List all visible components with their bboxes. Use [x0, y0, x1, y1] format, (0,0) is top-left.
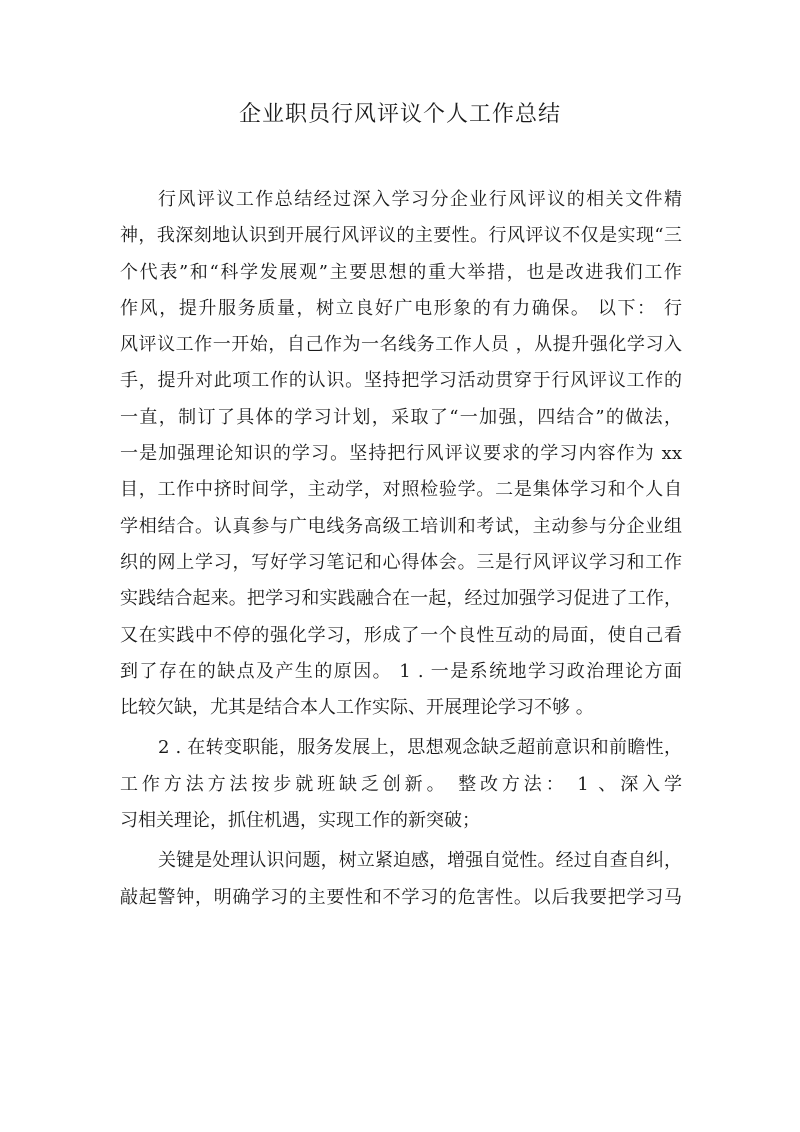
paragraph-1: [120, 182, 682, 726]
text-line: 到了存在的缺点及产生的原因。 1 . 一是系统地学习政治理论方面: [120, 660, 682, 682]
text-line: 个代表”和“科学发展观”主要思想的重大举措，也是改进我们工作: [120, 261, 682, 283]
text-line: 学相结合。认真参与广电线务高级工培训和考试，主动参与分企业组: [120, 515, 682, 537]
text-line: 比较欠缺，尤其是结合本人工作实际、开展理论学习不够 。: [120, 697, 594, 719]
text-line: 行风评议工作总结经过深入学习分企业行风评议的相关文件精: [158, 189, 682, 210]
paragraph-3: [120, 843, 682, 916]
text-line: 2 . 在转变职能，服务发展上，思想观念缺乏超前意识和前瞻性，: [158, 737, 682, 759]
text-line: 手，提升对此项工作的认识。坚持把学习活动贯穿于行风评议工作的: [120, 370, 682, 392]
text-line: 习相关理论，抓住机遇，实现工作的新突破；: [120, 810, 480, 832]
text-line: 敲起警钟，明确学习的主要性和不学习的危害性。以后我要把学习马: [120, 886, 682, 908]
text-line: 风评议工作一开始，自己作为一名线务工作人员 ，从提升强化学习入: [120, 334, 682, 356]
document-body: [120, 182, 682, 916]
text-line: 一是加强理论知识的学习。坚持把行风评议要求的学习内容作为 xx: [120, 443, 682, 465]
text-line: 目，工作中挤时间学，主动学，对照检验学。二是集体学习和个人自: [120, 479, 682, 501]
text-line: 实践结合起来。把学习和实践融合在一起，经过加强学习促进了工作，: [120, 588, 682, 610]
paragraph-2: [120, 730, 682, 839]
text-line: 神，我深刻地认识到开展行风评议的主要性。行风评议不仅是实现“三: [120, 225, 682, 247]
text-line: 又在实践中不停的强化学习，形成了一个良性互动的局面，使自己看: [120, 624, 682, 646]
text-line: 工作方法方法按步就班缺乏创新。 整改方法： 1 、深入学: [120, 773, 682, 795]
text-line: 织的网上学习，写好学习笔记和心得体会。三是行风评议学习和工作: [120, 551, 682, 573]
document-title: 企业职员行风评议个人工作总结: [238, 102, 561, 127]
text-line: 一直，制订了具体的学习计划，采取了“一加强，四结合”的做法，: [120, 406, 682, 428]
text-line: 作风，提升服务质量，树立良好广电形象的有力确保。 以下： 行: [120, 297, 682, 319]
text-line: 关键是处理认识问题，树立紧迫感，增强自觉性。经过自查自纠，: [158, 850, 682, 872]
